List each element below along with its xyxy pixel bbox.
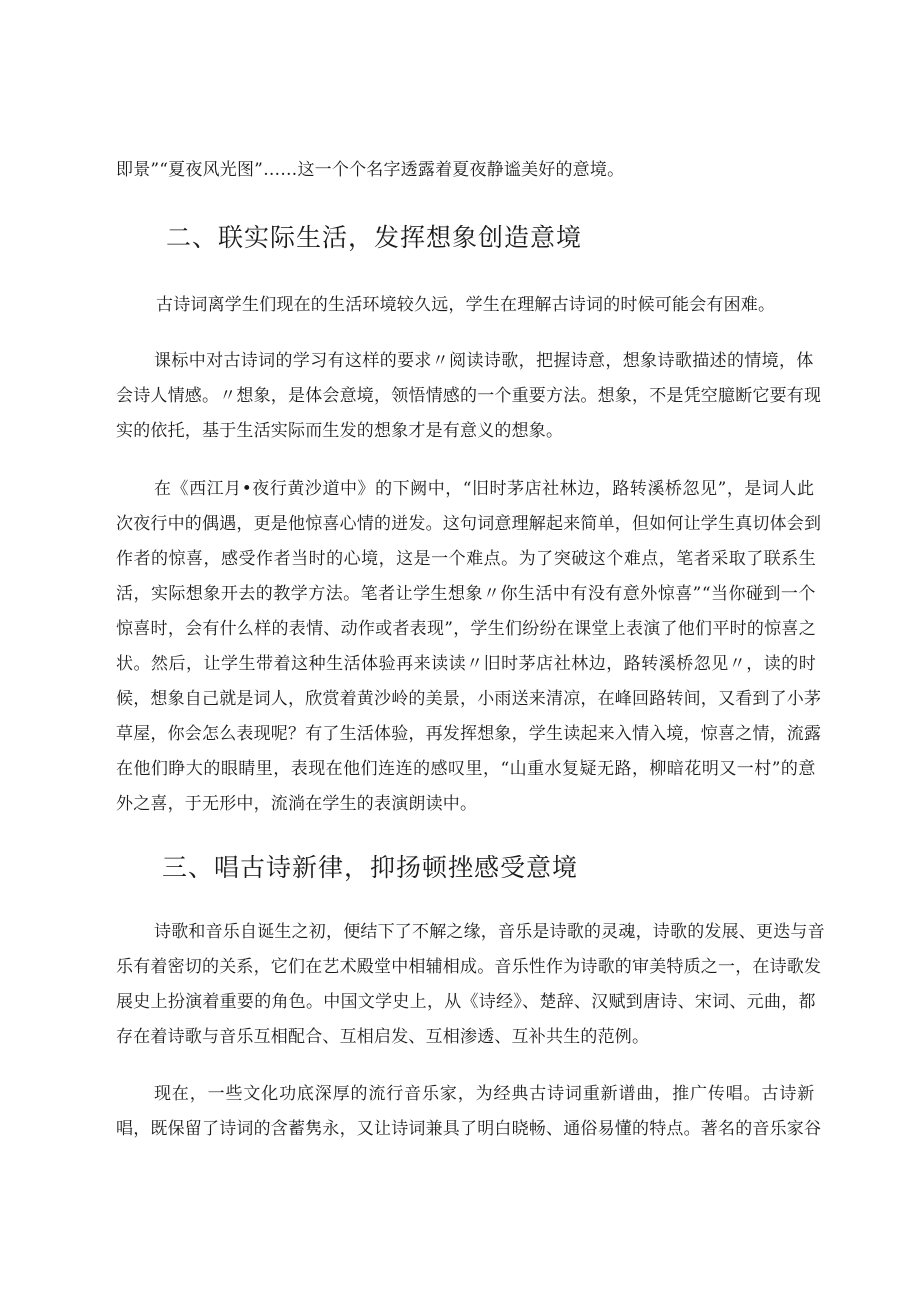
paragraph-line: 展史上扮演着重要的角色。中国文学史上，从《诗经》、楚辞、汉赋到唐诗、宋词、元曲，都: [116, 992, 816, 1012]
paragraph-line: 现在，一些文化功底深厚的流行音乐家，为经典古诗词重新谱曲，推广传唱。古诗新: [154, 1084, 816, 1104]
paragraph-line: 存在着诗歌与音乐互相配合、互相启发、互相渗透、互补共生的范例。: [116, 1027, 650, 1047]
paragraph-line: 惊喜时，会有什么样的表情、动作或者表现”，学生们纷纷在课堂上表演了他们平时的惊喜之: [116, 619, 816, 639]
paragraph-line: 活，实际想象开去的教学方法。笔者让学生想象〃你生活中有没有意外惊喜”“当你碰到一个: [116, 584, 816, 604]
paragraph-line: 会诗人情感。〃想象，是体会意境，领悟情感的一个重要方法。想象，不是凭空臆断它要有现: [116, 386, 822, 406]
paragraph-line: 诗歌和音乐自诞生之初，便结下了不解之缘，音乐是诗歌的灵魂，诗歌的发展、更迭与音: [154, 922, 825, 942]
paragraph-line: 实的依托，基于生活实际而生发的想象才是有意义的想象。: [116, 421, 564, 441]
paragraph-line: 草屋，你会怎么表现呢？有了生活体验，再发挥想象，学生读起来入情入境，惊喜之情，流露: [116, 724, 822, 744]
paragraph-line: 古诗词离学生们现在的生活环境较久远，学生在理解古诗词的时候可能会有困难。: [156, 295, 776, 315]
paragraph-line: 候，想象自己就是词人，欣赏着黄沙岭的美景，小雨送来清凉，在峰回路转间，又看到了小茅: [116, 689, 822, 709]
paragraph-line: 外之喜，于无形中，流淌在学生的表演朗读中。: [116, 794, 478, 814]
paragraph-line: 状。然后，让学生带着这种生活体验再来读读〃旧时茅店社林边，路转溪桥忽见〃，读的时: [116, 654, 817, 674]
paragraph-line: 在《西江月•夜行黄沙道中》的下阙中，“旧时茅店社林边，路转溪桥忽见”，是词人此: [154, 479, 815, 499]
paragraph-line: 即景”“夏夜风光图”……这一个个名字透露着夏夜静谧美好的意境。: [116, 160, 625, 180]
section-heading: 二、联实际生活，发挥想象创造意境: [166, 223, 583, 252]
section-heading: 三、唱古诗新律，抑扬顿挫感受意境: [162, 853, 579, 882]
paragraph-line: 作者的惊喜，感受作者当时的心境，这是一个难点。为了突破这个难点，笔者采取了联系生: [116, 549, 817, 569]
paragraph-line: 次夜行中的偶遇，更是他惊喜心情的迸发。这句词意理解起来简单，但如何让学生真切体会到: [116, 514, 822, 534]
paragraph-line: 乐有着密切的关系，它们在艺术殿堂中相辅相成。音乐性作为诗歌的审美特质之一，在诗歌发: [116, 957, 822, 977]
paragraph-line: 在他们睁大的眼睛里，表现在他们连连的感叹里，“山重水复疑无路，柳暗花明又一村”的意: [116, 759, 816, 779]
paragraph-line: 唱，既保留了诗词的含蓄隽永，又让诗词兼具了明白晓畅、通俗易懂的特点。著名的音乐家谷: [116, 1119, 822, 1139]
paragraph-line: 课标中对古诗词的学习有这样的要求〃阅读诗歌，把握诗意，想象诗歌描述的情境，体: [154, 351, 814, 371]
